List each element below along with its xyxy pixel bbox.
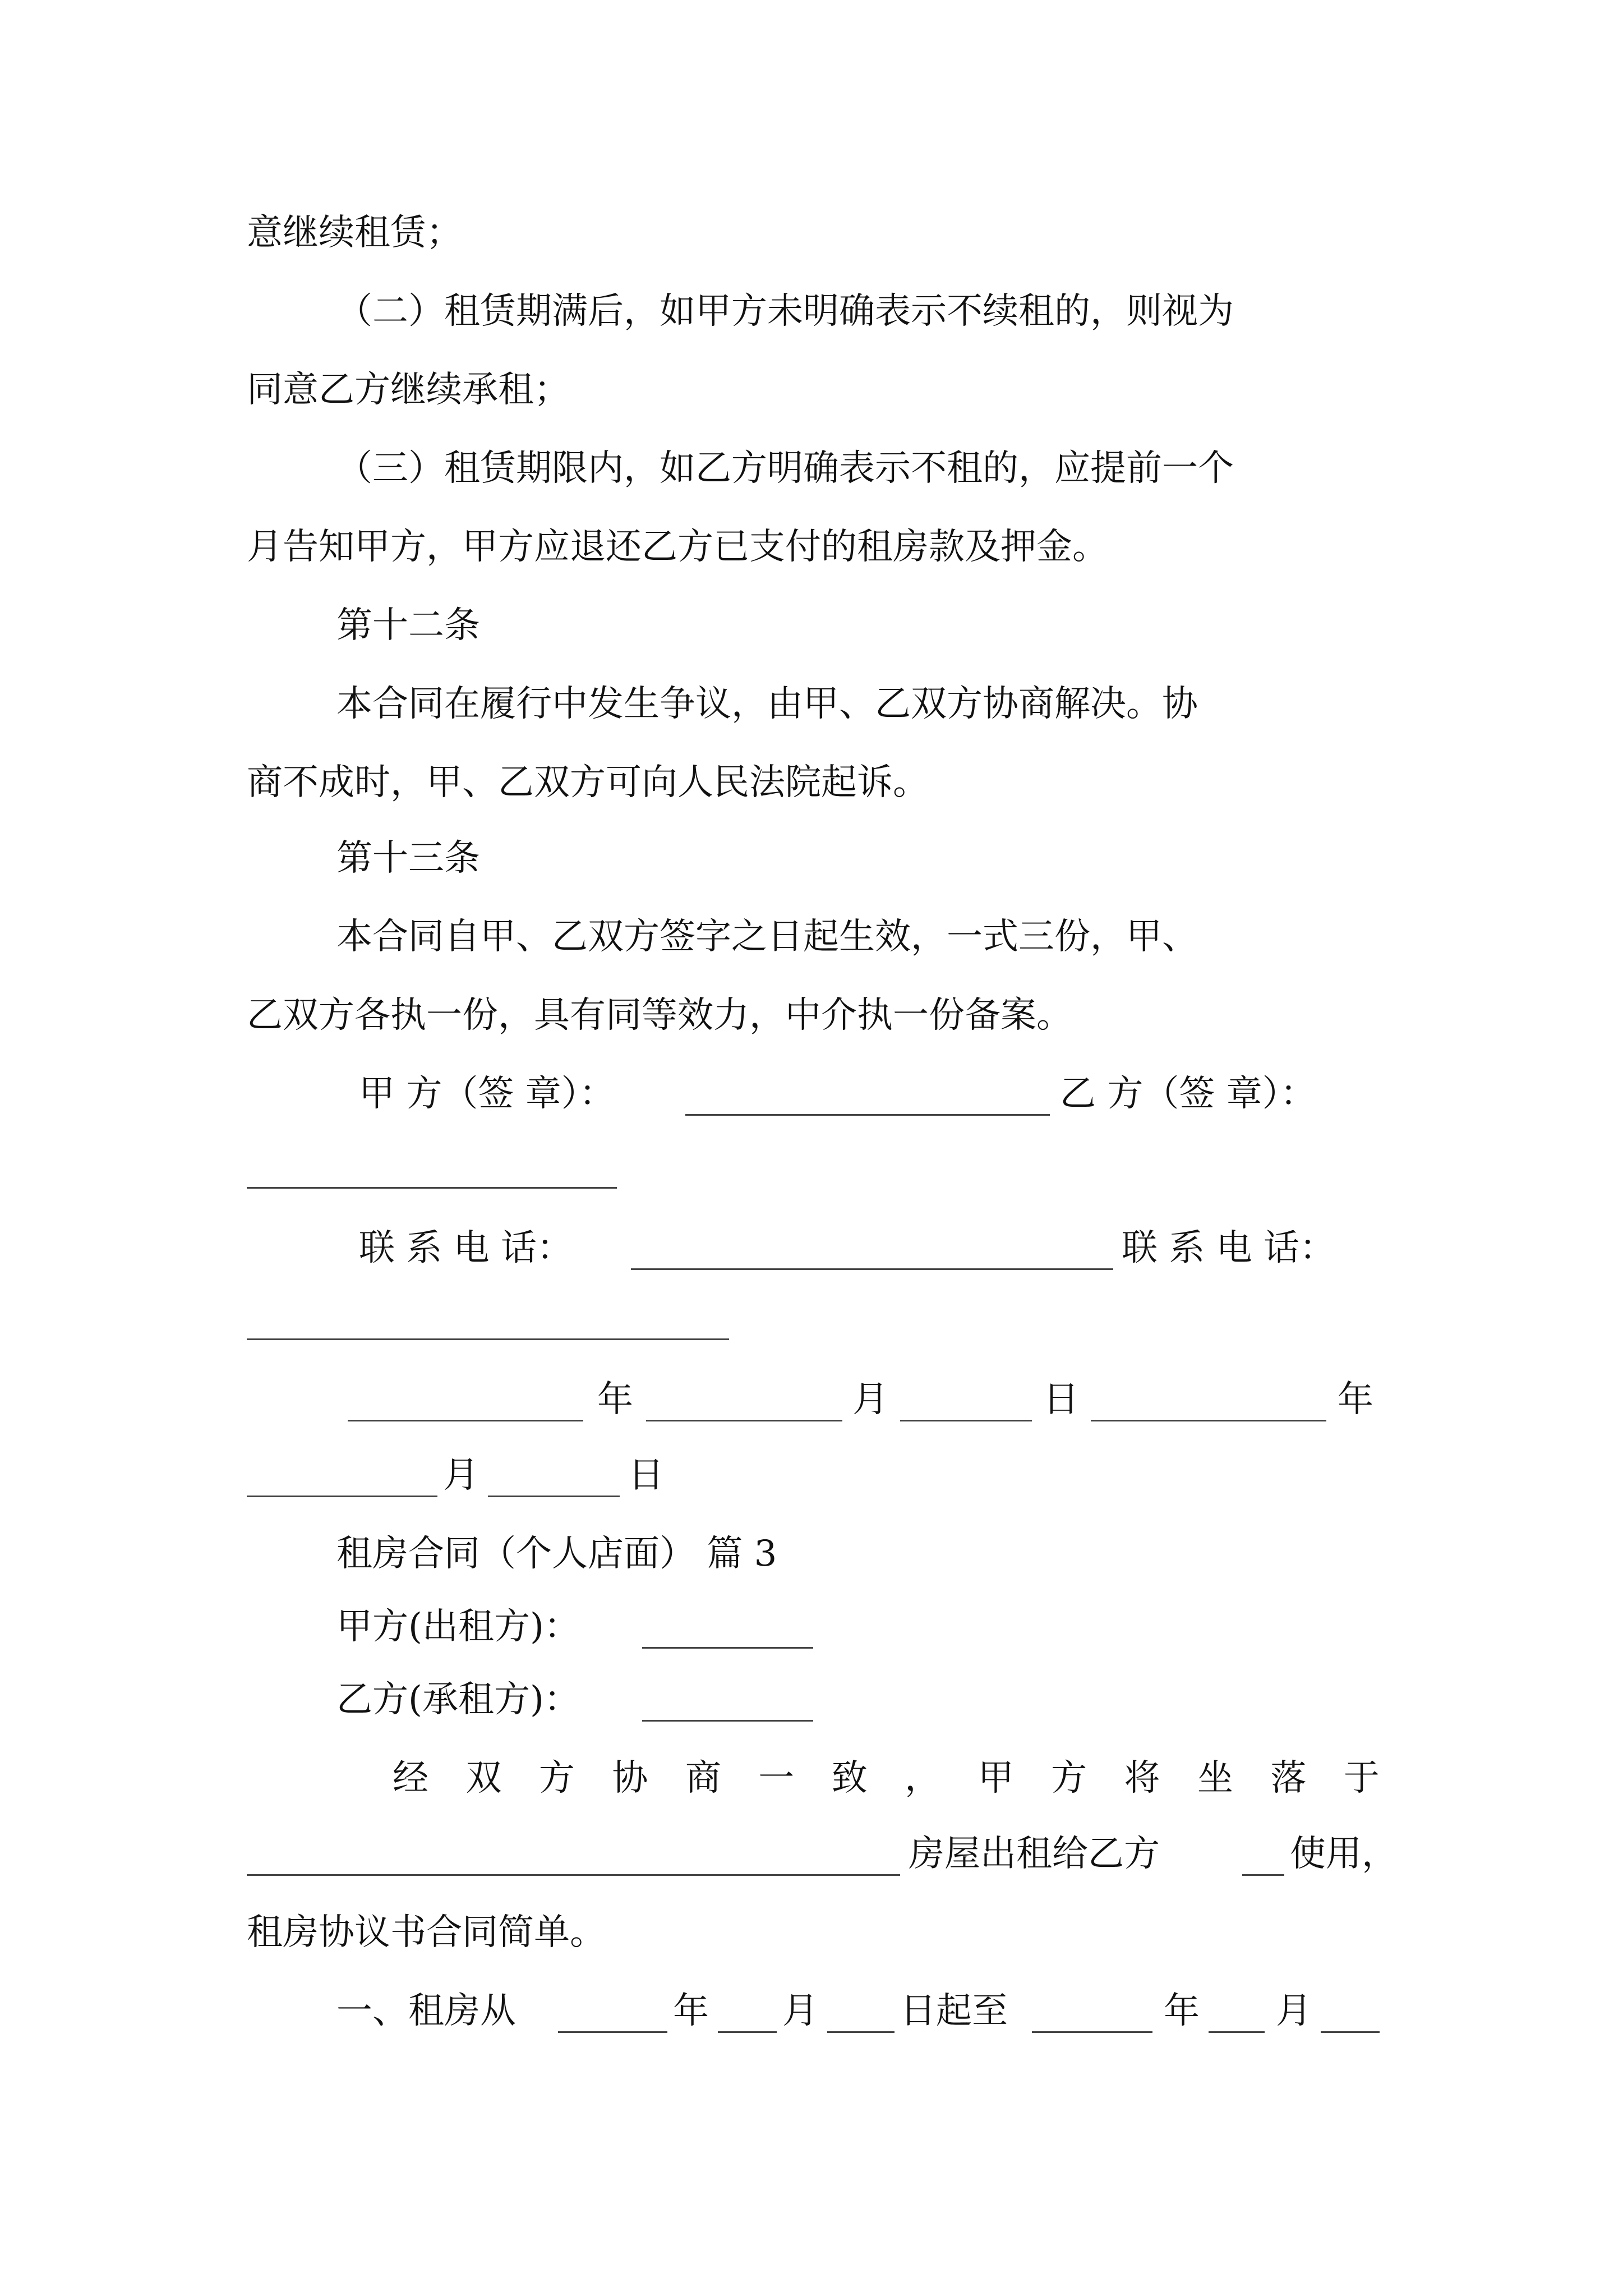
paragraph-text: 使用， bbox=[1290, 1833, 1398, 1875]
paragraph-text: （二）租赁期满后，如甲方未明确表示不续租的，则视为 bbox=[336, 291, 1234, 332]
term-line bbox=[0, 1983, 1623, 2039]
year-label: 年 bbox=[597, 1379, 633, 1420]
paragraph-text: 乙双方各执一份，具有同等效力，中介执一份备案。 bbox=[247, 995, 1072, 1036]
text-line bbox=[0, 1750, 1623, 1806]
date-line bbox=[0, 1447, 1623, 1503]
year-label: 年 bbox=[1338, 1379, 1373, 1420]
text-line bbox=[0, 283, 1623, 339]
party-b-signature-blank[interactable] bbox=[247, 1187, 617, 1189]
justified-text bbox=[393, 1750, 1380, 1806]
section-heading: 租房合同（个人店面） 篇 3 bbox=[336, 1533, 777, 1575]
text-char: 协 bbox=[612, 1757, 648, 1799]
article-heading: 第十三条 bbox=[336, 838, 480, 879]
text-line bbox=[0, 1526, 1623, 1582]
day-blank[interactable] bbox=[827, 2031, 895, 2033]
day-blank[interactable] bbox=[900, 1420, 1032, 1421]
signature-line bbox=[0, 1066, 1623, 1122]
year-blank[interactable] bbox=[348, 1420, 583, 1421]
party-b-label: 乙方(承租方)： bbox=[336, 1679, 580, 1720]
text-line bbox=[0, 754, 1623, 811]
text-char: 经 bbox=[393, 1757, 428, 1799]
month-label: 月 bbox=[852, 1379, 888, 1420]
text-line bbox=[0, 362, 1623, 418]
text-line bbox=[0, 987, 1623, 1043]
day-label: 日 bbox=[628, 1455, 664, 1496]
party-a-label: 甲方(出租方)： bbox=[336, 1606, 580, 1648]
text-line bbox=[0, 440, 1623, 496]
day-blank[interactable] bbox=[1321, 2031, 1380, 2033]
text-line bbox=[0, 1904, 1623, 1961]
party-b-phone-blank[interactable] bbox=[247, 1338, 729, 1340]
paragraph-text: 一、租房从 bbox=[336, 1990, 516, 2032]
text-char: 方 bbox=[1051, 1757, 1087, 1799]
party-b-phone-label: 联 系 电 话： bbox=[1122, 1227, 1336, 1269]
text-line bbox=[0, 909, 1623, 965]
day-blank[interactable] bbox=[488, 1496, 620, 1497]
month-label: 月 bbox=[443, 1455, 479, 1496]
usage-blank[interactable] bbox=[1242, 1874, 1284, 1876]
text-char: 方 bbox=[538, 1757, 575, 1799]
party-line bbox=[0, 1672, 1623, 1728]
party-b-name-blank[interactable] bbox=[642, 1720, 813, 1722]
paragraph-text: 本合同在履行中发生争议，由甲、乙双方协商解决。协 bbox=[336, 683, 1198, 725]
paragraph-text: 租房协议书合同简单。 bbox=[247, 1912, 606, 1953]
month-label: 月 bbox=[782, 1990, 818, 2032]
year-blank[interactable] bbox=[558, 2031, 667, 2033]
text-line bbox=[0, 519, 1623, 575]
article-heading: 第十二条 bbox=[336, 605, 480, 646]
party-a-phone-blank[interactable] bbox=[631, 1268, 1113, 1270]
month-label: 月 bbox=[1276, 1990, 1312, 2032]
phone-line bbox=[0, 1290, 1623, 1346]
text-char: 甲 bbox=[978, 1757, 1014, 1799]
year-blank[interactable] bbox=[1091, 1420, 1326, 1421]
text-line bbox=[0, 830, 1623, 886]
text-line bbox=[0, 676, 1623, 732]
party-line bbox=[0, 1599, 1623, 1655]
paragraph-text: 商不成时，甲、乙双方可向人民法院起诉。 bbox=[247, 762, 929, 803]
year-label: 年 bbox=[673, 1990, 709, 2032]
text-line bbox=[0, 597, 1623, 654]
month-blank[interactable] bbox=[1209, 2031, 1265, 2033]
party-a-signature-blank[interactable] bbox=[685, 1114, 1050, 1116]
paragraph-text: 月告知甲方，甲方应退还乙方已支付的租房款及押金。 bbox=[247, 526, 1108, 568]
paragraph-text: （三）租赁期限内，如乙方明确表示不租的，应提前一个 bbox=[336, 448, 1234, 489]
paragraph-text: 房屋出租给乙方 bbox=[909, 1833, 1160, 1875]
text-char: 一 bbox=[758, 1757, 795, 1799]
party-a-signature-label: 甲 方（签 章）： bbox=[359, 1073, 615, 1115]
text-char: 于 bbox=[1343, 1757, 1380, 1799]
signature-line bbox=[0, 1139, 1623, 1195]
text-char: 致 bbox=[831, 1757, 868, 1799]
paragraph-text: 本合同自甲、乙双方签字之日起生效，一式三份，甲、 bbox=[336, 916, 1198, 958]
text-char: 商 bbox=[685, 1757, 721, 1799]
text-char: ， bbox=[905, 1757, 941, 1799]
text-line bbox=[0, 1826, 1623, 1882]
month-blank[interactable] bbox=[247, 1496, 437, 1497]
day-label: 日 bbox=[1043, 1379, 1079, 1420]
paragraph-text: 意继续租赁； bbox=[247, 212, 462, 254]
text-char: 坐 bbox=[1197, 1757, 1233, 1799]
year-blank[interactable] bbox=[1032, 2031, 1152, 2033]
year-label: 年 bbox=[1164, 1990, 1200, 2032]
paragraph-text: 同意乙方继续承租； bbox=[247, 369, 570, 411]
phone-line bbox=[0, 1220, 1623, 1276]
party-b-signature-label: 乙 方（签 章）： bbox=[1060, 1073, 1316, 1115]
month-blank[interactable] bbox=[646, 1420, 842, 1421]
party-a-name-blank[interactable] bbox=[642, 1647, 813, 1649]
text-char: 将 bbox=[1124, 1757, 1160, 1799]
text-char: 双 bbox=[465, 1757, 502, 1799]
text-line bbox=[0, 205, 1623, 261]
month-blank[interactable] bbox=[718, 2031, 777, 2033]
paragraph-text: 日起至 bbox=[900, 1990, 1008, 2032]
party-a-phone-label: 联 系 电 话： bbox=[359, 1227, 573, 1269]
text-char: 落 bbox=[1270, 1757, 1307, 1799]
date-line bbox=[0, 1372, 1623, 1428]
address-blank[interactable] bbox=[247, 1874, 900, 1876]
